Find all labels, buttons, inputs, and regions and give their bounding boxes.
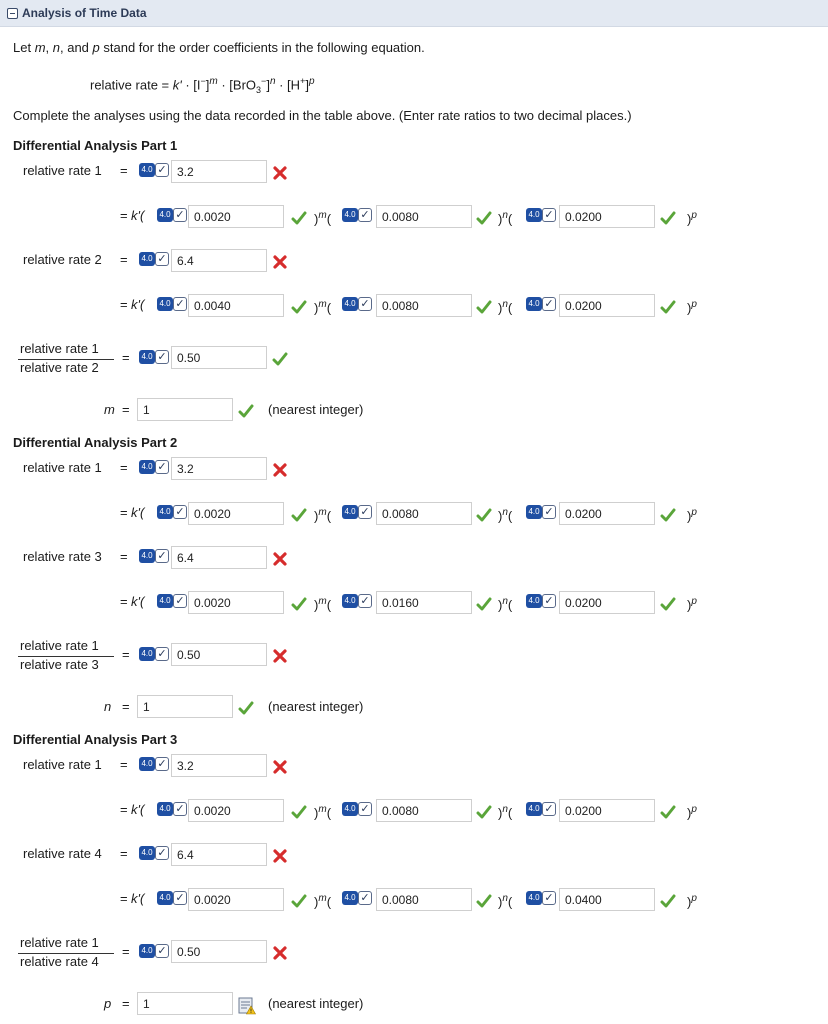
iodide-concentration-field[interactable]: 0.0020 xyxy=(188,205,284,228)
version-badge[interactable] xyxy=(139,845,171,861)
instructions-text: Complete the analyses using the data recorded in the table above. (Enter rate ratios to two decimal places.) xyxy=(13,108,632,123)
check-box-icon: ✓ xyxy=(173,505,187,519)
eq-exp-p: p xyxy=(308,76,315,87)
bromate-concentration-field[interactable]: 0.0080 xyxy=(376,502,472,525)
checkmark-icon xyxy=(476,893,492,909)
eq-term: ] xyxy=(266,77,270,93)
rate-value-field[interactable]: 6.4 xyxy=(171,843,267,866)
version-tag: 4.0 xyxy=(139,846,155,860)
rate-value-field[interactable]: 6.4 xyxy=(171,249,267,272)
checkmark-icon xyxy=(238,403,254,419)
eq-charge: − xyxy=(261,76,267,86)
check-box-icon: ✓ xyxy=(173,802,187,816)
exp-n-group xyxy=(498,891,512,910)
hydrogen-concentration-field[interactable]: 0.0200 xyxy=(559,591,655,614)
iodide-concentration-field[interactable]: 0.0020 xyxy=(188,888,284,911)
version-badge[interactable] xyxy=(157,890,189,906)
eq-exp-m: m xyxy=(209,76,218,87)
open-paren: ( xyxy=(326,597,332,613)
rate-label: relative rate 1 xyxy=(23,460,102,475)
equals-sign: = xyxy=(120,846,128,861)
exp-m-group xyxy=(314,594,331,613)
check-box-icon: ✓ xyxy=(358,891,372,905)
x-mark-icon xyxy=(272,254,288,270)
exp-n-group xyxy=(498,505,512,524)
eq-charge: − xyxy=(200,76,206,86)
bromate-concentration-field[interactable]: 0.0080 xyxy=(376,205,472,228)
bromate-concentration-field[interactable]: 0.0080 xyxy=(376,888,472,911)
eq-lhs: relative rate = xyxy=(90,77,173,93)
version-badge[interactable] xyxy=(157,801,189,817)
close-paren: ) xyxy=(498,211,503,227)
rate-ratio-field[interactable]: 0.50 xyxy=(171,643,267,666)
rate-label: relative rate 1 xyxy=(23,163,102,178)
open-paren: ( xyxy=(507,508,513,524)
k-prime-open-paren: k'( xyxy=(131,891,145,906)
check-box-icon: ✓ xyxy=(155,757,169,771)
version-tag: 4.0 xyxy=(139,460,155,474)
checkmark-icon xyxy=(476,507,492,523)
exponent-n: n xyxy=(502,210,508,221)
open-paren: ( xyxy=(507,211,513,227)
rate-value-field[interactable]: 6.4 xyxy=(171,546,267,569)
equals-sign: = xyxy=(122,699,130,714)
version-tag: 4.0 xyxy=(139,350,155,364)
eq-term: · [H xyxy=(275,77,301,93)
check-box-icon: ✓ xyxy=(542,505,556,519)
ratio-denominator: relative rate 2 xyxy=(20,360,99,375)
part-title: Differential Analysis Part 3 xyxy=(13,732,178,747)
coefficient-symbol: p xyxy=(104,996,112,1011)
equals-sign: = xyxy=(122,647,130,662)
exponent-p: p xyxy=(691,596,697,607)
open-paren: ( xyxy=(326,508,332,524)
exponent-p: p xyxy=(691,804,697,815)
k-prime-open-paren: k'( xyxy=(131,297,145,312)
version-badge[interactable] xyxy=(526,504,558,520)
check-box-icon: ✓ xyxy=(358,297,372,311)
version-badge[interactable] xyxy=(139,548,171,564)
exponent-m: m xyxy=(318,210,327,221)
rate-value-field[interactable]: 3.2 xyxy=(171,457,267,480)
rate-value-field[interactable]: 3.2 xyxy=(171,160,267,183)
eq-subscript: 3 xyxy=(256,84,262,95)
version-badge[interactable] xyxy=(139,459,171,475)
exponent-m: m xyxy=(318,299,327,310)
version-tag: 4.0 xyxy=(526,802,542,816)
nearest-integer-note: (nearest integer) xyxy=(268,996,364,1011)
exponent-n: n xyxy=(502,804,508,815)
rate-ratio-field[interactable]: 0.50 xyxy=(171,940,267,963)
open-paren: ( xyxy=(507,597,513,613)
ratio-numerator: relative rate 1 xyxy=(20,935,99,950)
bromate-concentration-field[interactable]: 0.0080 xyxy=(376,294,472,317)
check-box-icon: ✓ xyxy=(155,549,169,563)
checkmark-icon xyxy=(660,299,676,315)
version-badge[interactable] xyxy=(139,756,171,772)
order-coefficient-field[interactable]: 1 xyxy=(137,992,233,1015)
checkmark-icon xyxy=(660,596,676,612)
version-badge[interactable] xyxy=(139,251,171,267)
eq-exp-n: n xyxy=(269,76,276,87)
checkmark-icon xyxy=(660,893,676,909)
checkmark-icon xyxy=(476,299,492,315)
open-paren: ( xyxy=(507,805,513,821)
section-title: Analysis of Time Data xyxy=(22,6,147,20)
version-badge[interactable] xyxy=(526,593,558,609)
exponent-p: p xyxy=(691,507,697,518)
exponent-n: n xyxy=(502,507,508,518)
hydrogen-concentration-field[interactable]: 0.0200 xyxy=(559,502,655,525)
equals-sign: = xyxy=(120,549,128,564)
close-paren: ) xyxy=(314,508,319,524)
coefficient-symbol: m xyxy=(104,402,115,417)
exponent-m: m xyxy=(318,893,327,904)
equals-sign: = xyxy=(122,996,130,1011)
exponent-m: m xyxy=(318,596,327,607)
version-tag: 4.0 xyxy=(526,891,542,905)
equals-sign: = xyxy=(120,594,128,609)
exp-p-group xyxy=(687,891,697,910)
hydrogen-concentration-field[interactable]: 0.0200 xyxy=(559,799,655,822)
check-box-icon: ✓ xyxy=(155,163,169,177)
version-tag: 4.0 xyxy=(157,297,173,311)
close-paren: ) xyxy=(314,211,319,227)
version-badge[interactable] xyxy=(157,593,189,609)
version-badge[interactable] xyxy=(157,296,189,312)
version-badge[interactable] xyxy=(342,593,374,609)
exponent-m: m xyxy=(318,507,327,518)
close-paren: ) xyxy=(498,805,503,821)
version-tag: 4.0 xyxy=(139,163,155,177)
close-paren: ) xyxy=(687,894,692,910)
close-paren: ) xyxy=(498,508,503,524)
equals-sign: = xyxy=(122,944,130,959)
checkmark-icon xyxy=(291,804,307,820)
exp-n-group xyxy=(498,208,512,227)
rate-label: relative rate 1 xyxy=(23,757,102,772)
version-tag: 4.0 xyxy=(342,891,358,905)
close-paren: ) xyxy=(314,597,319,613)
version-badge[interactable] xyxy=(526,890,558,906)
version-tag: 4.0 xyxy=(139,757,155,771)
order-coefficient-field[interactable]: 1 xyxy=(137,695,233,718)
exponent-p: p xyxy=(691,299,697,310)
checkmark-icon xyxy=(476,596,492,612)
hydrogen-concentration-field[interactable]: 0.0200 xyxy=(559,205,655,228)
version-tag: 4.0 xyxy=(526,594,542,608)
intro-pre: Let xyxy=(13,40,35,55)
checkmark-icon xyxy=(238,700,254,716)
version-badge[interactable] xyxy=(342,504,374,520)
part-title: Differential Analysis Part 2 xyxy=(13,435,178,450)
version-badge[interactable] xyxy=(157,504,189,520)
x-mark-icon xyxy=(272,848,288,864)
close-paren: ) xyxy=(687,508,692,524)
version-badge[interactable] xyxy=(342,296,374,312)
check-box-icon: ✓ xyxy=(542,891,556,905)
x-mark-icon xyxy=(272,462,288,478)
equals-sign: = xyxy=(120,252,128,267)
close-paren: ) xyxy=(498,300,503,316)
exp-p-group xyxy=(687,505,697,524)
k-prime-open-paren: k'( xyxy=(131,802,145,817)
var-m: m xyxy=(34,40,46,55)
intro-sep: , xyxy=(45,40,53,55)
version-badge[interactable] xyxy=(139,349,171,365)
version-tag: 4.0 xyxy=(157,208,173,222)
equals-sign: = xyxy=(120,891,128,906)
close-paren: ) xyxy=(314,805,319,821)
exponent-n: n xyxy=(502,596,508,607)
version-tag: 4.0 xyxy=(526,505,542,519)
version-tag: 4.0 xyxy=(342,297,358,311)
iodide-concentration-field[interactable]: 0.0020 xyxy=(188,591,284,614)
exp-m-group xyxy=(314,891,331,910)
exp-m-group xyxy=(314,802,331,821)
ratio-denominator: relative rate 3 xyxy=(20,657,99,672)
version-badge[interactable] xyxy=(157,207,189,223)
check-box-icon: ✓ xyxy=(155,460,169,474)
nearest-integer-note: (nearest integer) xyxy=(268,699,364,714)
version-badge[interactable] xyxy=(526,801,558,817)
rate-label: relative rate 3 xyxy=(23,549,102,564)
exponent-n: n xyxy=(502,299,508,310)
close-paren: ) xyxy=(498,597,503,613)
equals-sign: = xyxy=(120,208,128,223)
close-paren: ) xyxy=(687,597,692,613)
rate-label: relative rate 2 xyxy=(23,252,102,267)
rate-label: relative rate 4 xyxy=(23,846,102,861)
equals-sign: = xyxy=(120,163,128,178)
rate-law-equation xyxy=(90,73,315,98)
version-tag: 4.0 xyxy=(342,505,358,519)
x-mark-icon xyxy=(272,648,288,664)
iodide-concentration-field[interactable]: 0.0020 xyxy=(188,502,284,525)
exp-n-group xyxy=(498,297,512,316)
checkmark-icon xyxy=(272,351,288,367)
check-box-icon: ✓ xyxy=(542,594,556,608)
equals-sign: = xyxy=(120,460,128,475)
close-paren: ) xyxy=(498,894,503,910)
coefficient-symbol: n xyxy=(104,699,112,714)
eq-term: · [BrO xyxy=(217,77,257,93)
version-badge[interactable] xyxy=(342,890,374,906)
equals-sign: = xyxy=(120,757,128,772)
iodide-concentration-field[interactable]: 0.0020 xyxy=(188,799,284,822)
bromate-concentration-field[interactable]: 0.0160 xyxy=(376,591,472,614)
version-badge[interactable] xyxy=(526,296,558,312)
exp-m-group xyxy=(314,208,331,227)
check-box-icon: ✓ xyxy=(358,505,372,519)
close-paren: ) xyxy=(314,894,319,910)
check-box-icon: ✓ xyxy=(155,252,169,266)
check-box-icon: ✓ xyxy=(358,802,372,816)
exp-m-group xyxy=(314,297,331,316)
k-prime-open-paren: k'( xyxy=(131,208,145,223)
check-box-icon: ✓ xyxy=(173,891,187,905)
close-paren: ) xyxy=(687,805,692,821)
equals-sign: = xyxy=(120,505,128,520)
k-prime-open-paren: k'( xyxy=(131,594,145,609)
ratio-numerator: relative rate 1 xyxy=(20,638,99,653)
nearest-integer-note: (nearest integer) xyxy=(268,402,364,417)
version-tag: 4.0 xyxy=(157,802,173,816)
intro-post: stand for the order coefficients in the following equation. xyxy=(99,40,425,55)
open-paren: ( xyxy=(326,894,332,910)
check-box-icon: ✓ xyxy=(542,802,556,816)
open-paren: ( xyxy=(326,805,332,821)
version-tag: 4.0 xyxy=(526,208,542,222)
part-title: Differential Analysis Part 1 xyxy=(13,138,178,153)
checkmark-icon xyxy=(291,893,307,909)
checkmark-icon xyxy=(291,596,307,612)
check-box-icon: ✓ xyxy=(155,350,169,364)
check-box-icon: ✓ xyxy=(155,846,169,860)
check-box-icon: ✓ xyxy=(155,647,169,661)
order-coefficient-field[interactable]: 1 xyxy=(137,398,233,421)
exponent-p: p xyxy=(691,893,697,904)
version-tag: 4.0 xyxy=(342,802,358,816)
version-badge[interactable] xyxy=(139,162,171,178)
open-paren: ( xyxy=(326,211,332,227)
x-mark-icon xyxy=(272,551,288,567)
version-tag: 4.0 xyxy=(157,594,173,608)
open-paren: ( xyxy=(326,300,332,316)
check-box-icon: ✓ xyxy=(542,208,556,222)
equals-sign: = xyxy=(120,802,128,817)
x-mark-icon xyxy=(272,165,288,181)
section-header xyxy=(0,0,828,27)
rate-value-field[interactable]: 3.2 xyxy=(171,754,267,777)
equals-sign: = xyxy=(120,297,128,312)
version-tag: 4.0 xyxy=(157,505,173,519)
close-paren: ) xyxy=(687,300,692,316)
x-mark-icon xyxy=(272,945,288,961)
checkmark-icon xyxy=(291,299,307,315)
iodide-concentration-field[interactable]: 0.0040 xyxy=(188,294,284,317)
exp-p-group xyxy=(687,297,697,316)
checkmark-icon xyxy=(660,507,676,523)
var-n: n xyxy=(52,40,60,55)
exp-p-group xyxy=(687,802,697,821)
version-tag: 4.0 xyxy=(157,891,173,905)
version-badge[interactable] xyxy=(139,646,171,662)
checkmark-icon xyxy=(660,210,676,226)
intro-sep: , and xyxy=(60,40,93,55)
collapse-minus-icon[interactable] xyxy=(7,8,18,19)
notepad-warning-icon xyxy=(238,997,254,1013)
close-paren: ) xyxy=(314,300,319,316)
exponent-m: m xyxy=(318,804,327,815)
check-box-icon: ✓ xyxy=(173,208,187,222)
version-tag: 4.0 xyxy=(139,944,155,958)
eq-term: ] xyxy=(205,77,210,93)
checkmark-icon xyxy=(291,210,307,226)
close-paren: ) xyxy=(687,211,692,227)
check-box-icon: ✓ xyxy=(155,944,169,958)
checkmark-icon xyxy=(291,507,307,523)
ratio-numerator: relative rate 1 xyxy=(20,341,99,356)
checkmark-icon xyxy=(660,804,676,820)
checkmark-icon xyxy=(476,804,492,820)
eq-k: k' xyxy=(172,77,182,93)
eq-charge: + xyxy=(300,76,306,86)
exp-p-group xyxy=(687,594,697,613)
eq-term: ] xyxy=(305,77,309,93)
check-box-icon: ✓ xyxy=(173,594,187,608)
version-badge[interactable] xyxy=(526,207,558,223)
x-mark-icon xyxy=(272,759,288,775)
check-box-icon: ✓ xyxy=(358,594,372,608)
version-tag: 4.0 xyxy=(139,549,155,563)
exp-m-group xyxy=(314,505,331,524)
open-paren: ( xyxy=(507,300,513,316)
bromate-concentration-field[interactable]: 0.0080 xyxy=(376,799,472,822)
version-tag: 4.0 xyxy=(139,647,155,661)
exp-n-group xyxy=(498,802,512,821)
exp-p-group xyxy=(687,208,697,227)
version-tag: 4.0 xyxy=(342,208,358,222)
check-box-icon: ✓ xyxy=(173,297,187,311)
version-tag: 4.0 xyxy=(526,297,542,311)
exp-n-group xyxy=(498,594,512,613)
k-prime-open-paren: k'( xyxy=(131,505,145,520)
check-box-icon: ✓ xyxy=(358,208,372,222)
equals-sign: = xyxy=(122,402,130,417)
version-badge[interactable] xyxy=(342,801,374,817)
hydrogen-concentration-field[interactable]: 0.0200 xyxy=(559,294,655,317)
hydrogen-concentration-field[interactable]: 0.0400 xyxy=(559,888,655,911)
exponent-p: p xyxy=(691,210,697,221)
eq-term: · [I xyxy=(181,77,201,93)
intro-text xyxy=(13,40,425,56)
rate-ratio-field[interactable]: 0.50 xyxy=(171,346,267,369)
equals-sign: = xyxy=(122,350,130,365)
ratio-denominator: relative rate 4 xyxy=(20,954,99,969)
checkmark-icon xyxy=(476,210,492,226)
version-badge[interactable] xyxy=(139,943,171,959)
var-p: p xyxy=(92,40,100,55)
open-paren: ( xyxy=(507,894,513,910)
version-tag: 4.0 xyxy=(139,252,155,266)
version-badge[interactable] xyxy=(342,207,374,223)
version-tag: 4.0 xyxy=(342,594,358,608)
check-box-icon: ✓ xyxy=(542,297,556,311)
exponent-n: n xyxy=(502,893,508,904)
